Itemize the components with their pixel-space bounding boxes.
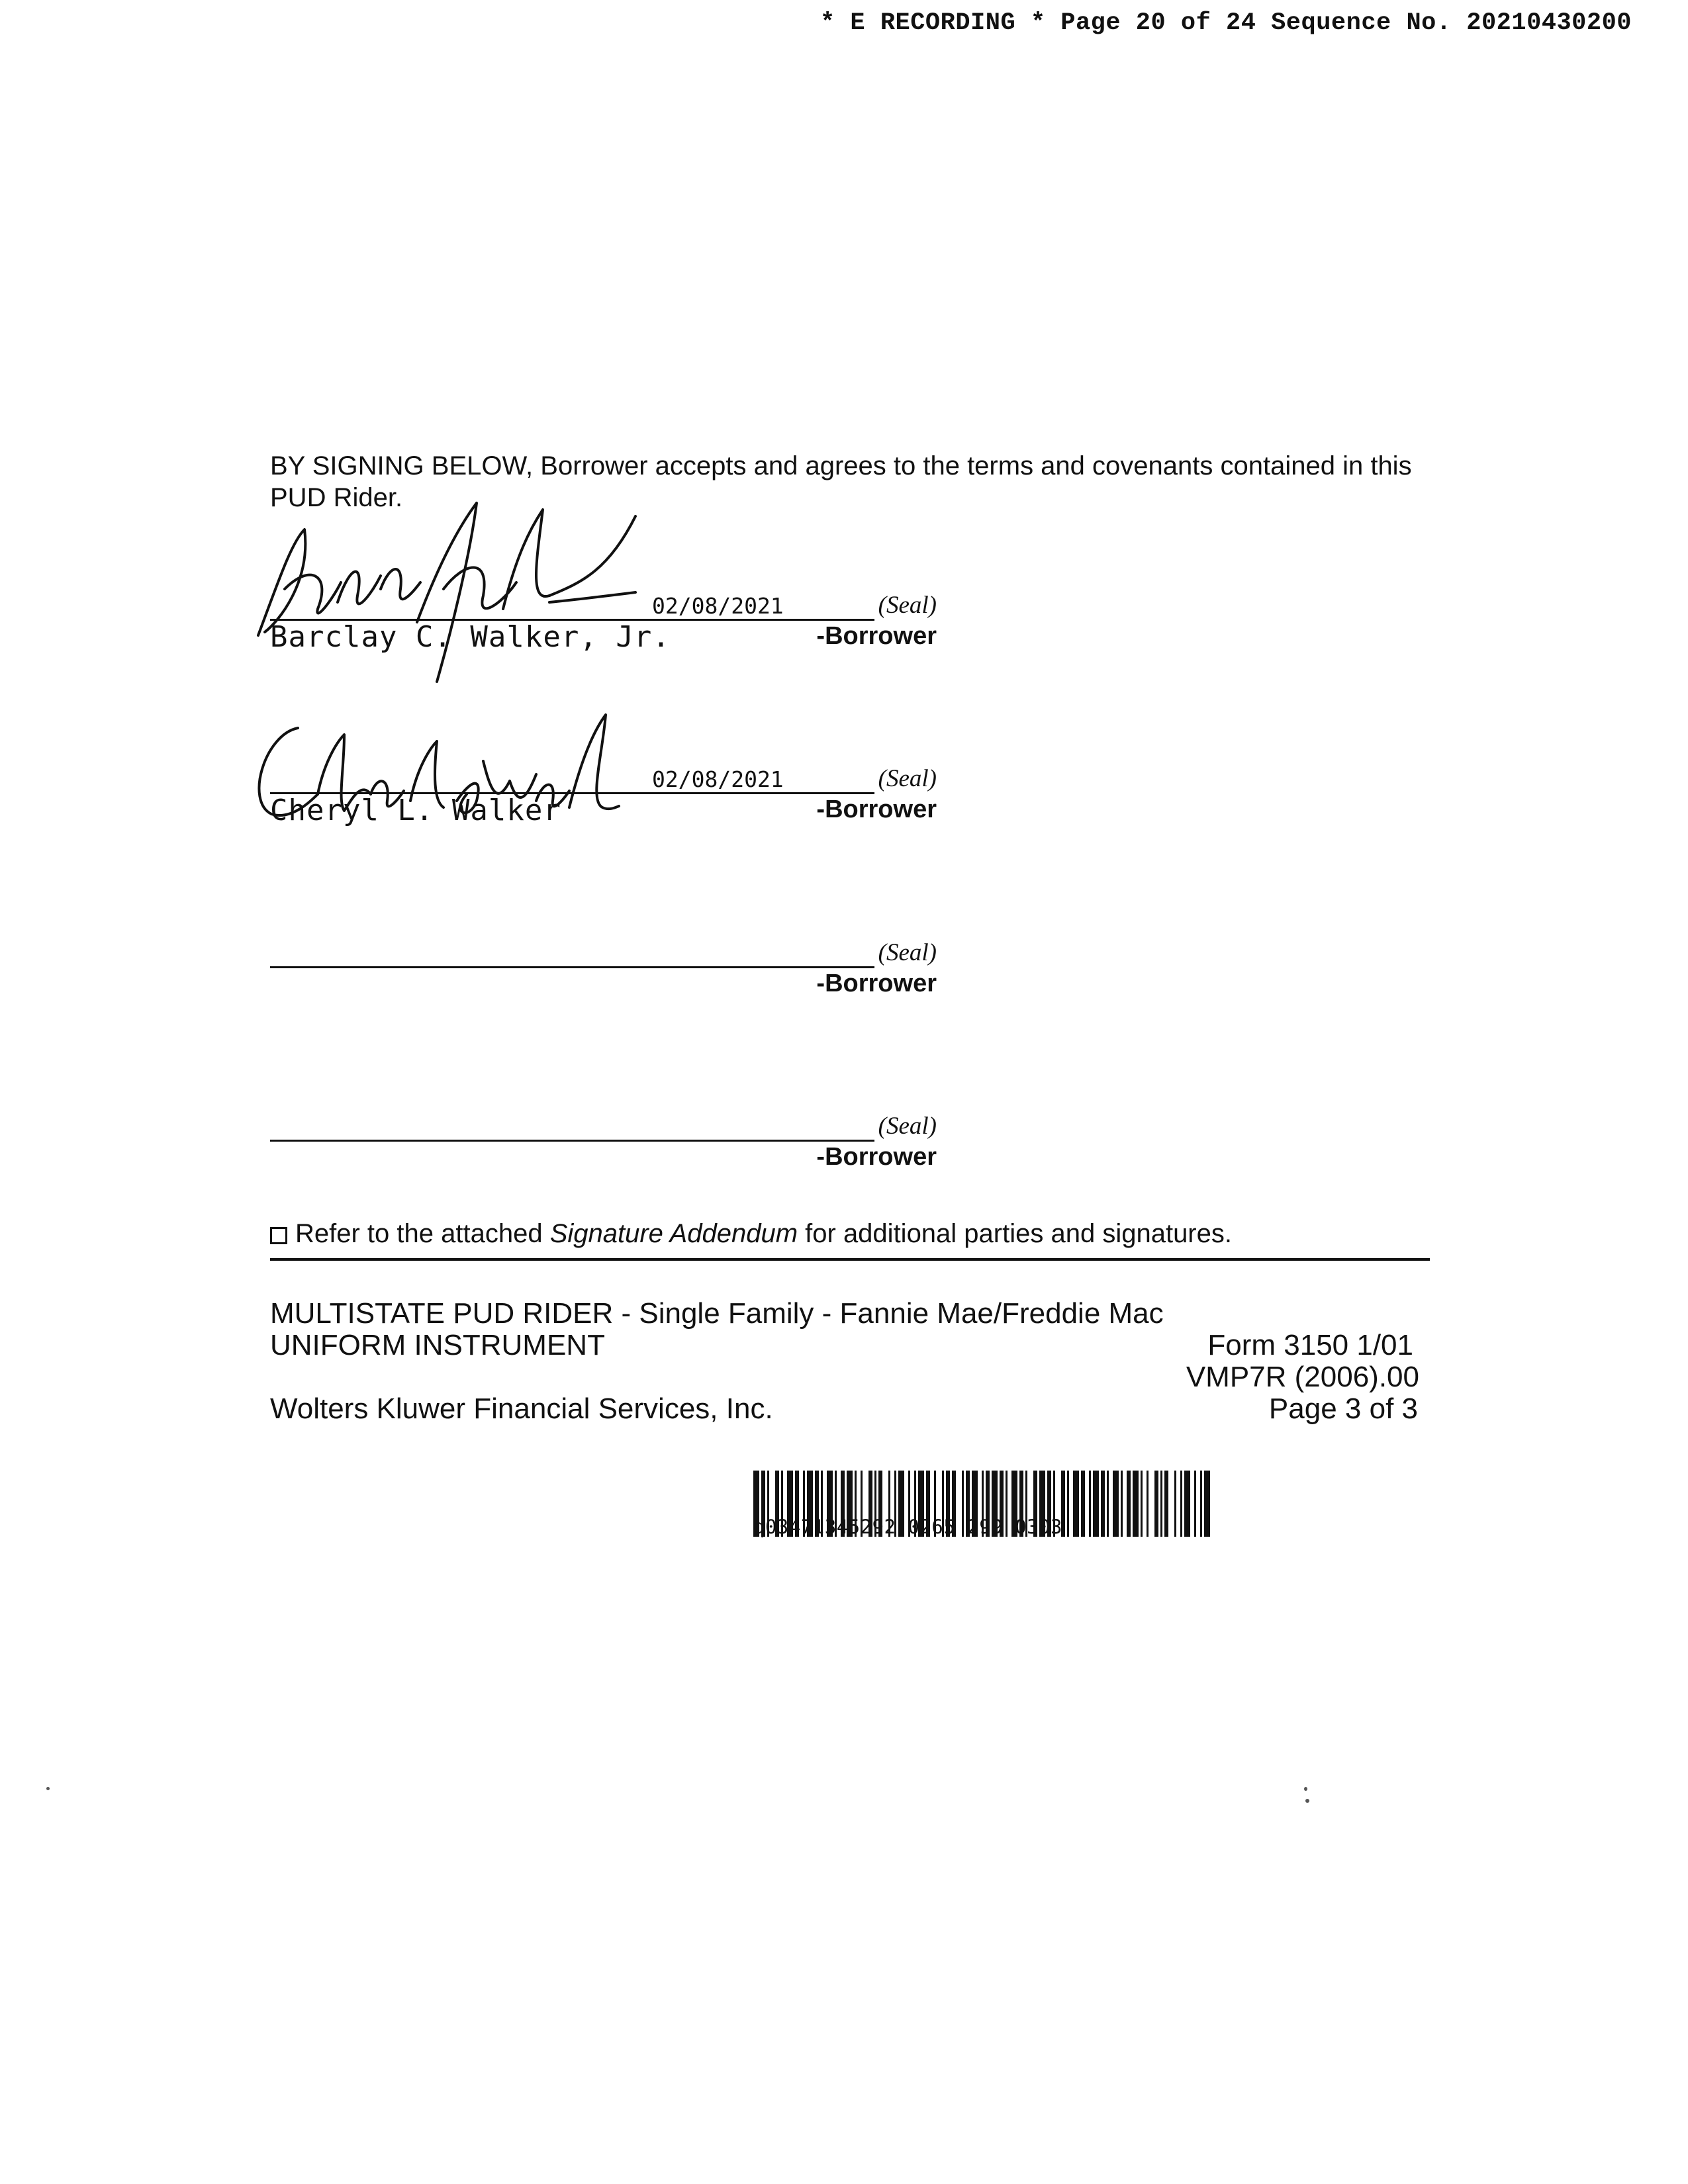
signature-barclay-walker <box>238 490 649 688</box>
addendum-emphasis: Signature Addendum <box>549 1219 798 1248</box>
borrower-role-label: -Borrower <box>816 622 937 650</box>
page-number: Page 3 of 3 <box>1268 1392 1418 1425</box>
scan-speck <box>1304 1787 1307 1791</box>
scan-speck <box>46 1787 50 1790</box>
scan-speck <box>1305 1799 1309 1803</box>
vmp-code: VMP7R (2006).00 <box>1186 1361 1419 1393</box>
signature-date: 02/08/2021 <box>652 766 784 792</box>
form-subtitle: UNIFORM INSTRUMENT <box>270 1329 605 1361</box>
seal-label: (Seal) <box>878 765 937 792</box>
seal-label: (Seal) <box>878 592 937 619</box>
recording-stamp: * E RECORDING * Page 20 of 24 Sequence No. 20210430200 <box>820 9 1632 37</box>
footer-divider <box>270 1258 1430 1261</box>
publisher: Wolters Kluwer Financial Services, Inc. <box>270 1392 773 1425</box>
form-number: Form 3150 1/01 <box>1207 1329 1413 1361</box>
borrower-name: Barclay C. Walker, Jr. <box>270 620 671 654</box>
borrower-name: Cheryl L. Walker <box>270 794 561 827</box>
borrower-role-label: -Borrower <box>816 1143 937 1171</box>
seal-label: (Seal) <box>878 1113 937 1140</box>
form-title: MULTISTATE PUD RIDER - Single Family - Fannie Mae/Freddie Mac <box>270 1297 1164 1330</box>
barcode-number: q03471345292 0265 299 0303 <box>753 1516 1062 1538</box>
signature-line <box>270 966 874 968</box>
signature-addendum-note <box>270 1219 1232 1249</box>
signature-date: 02/08/2021 <box>652 593 784 619</box>
borrower-role-label: -Borrower <box>816 970 937 997</box>
intro-paragraph: BY SIGNING BELOW, Borrower accepts and agrees to the terms and covenants contained in this PUD Rider. <box>270 451 1412 512</box>
signature-line <box>270 1140 874 1142</box>
addendum-prefix: Refer to the attached <box>295 1219 550 1248</box>
seal-label: (Seal) <box>878 939 937 966</box>
addendum-checkbox[interactable] <box>270 1227 287 1244</box>
borrower-role-label: -Borrower <box>816 796 937 823</box>
addendum-suffix: for additional parties and signatures. <box>798 1219 1232 1248</box>
